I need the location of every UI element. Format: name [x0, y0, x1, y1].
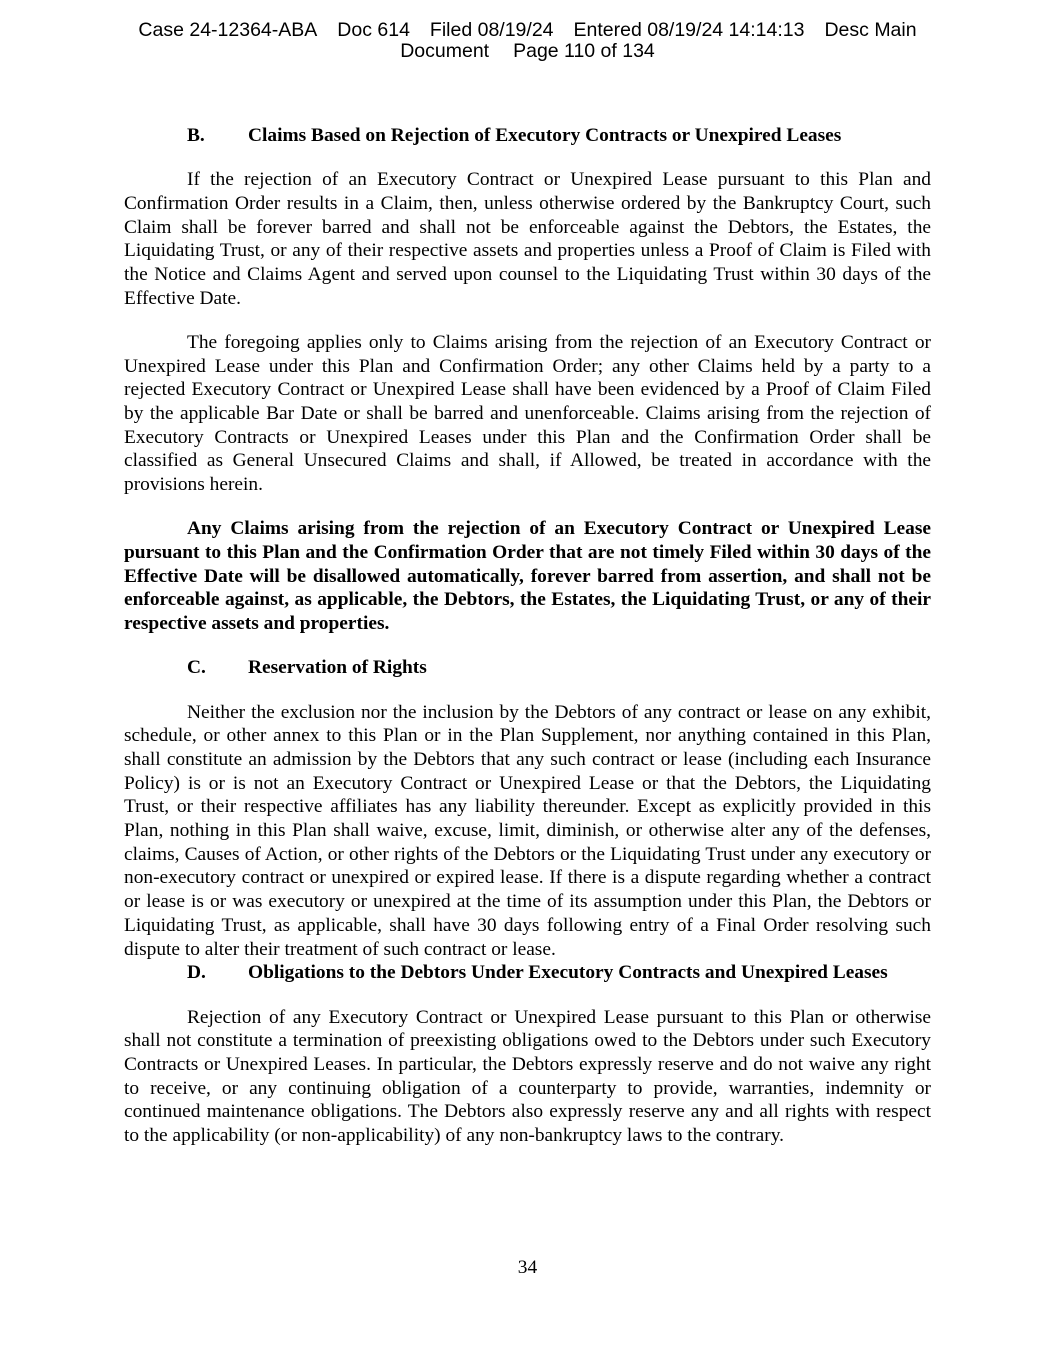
filed-date: Filed 08/19/24	[429, 19, 554, 41]
header-line-2	[0, 41, 1055, 62]
section-b-letter: B.	[187, 125, 205, 146]
section-b-paragraph-1: If the rejection of an Executory Contract or Unexpired Lease pursuant to this Plan and Confirmation Order results in a Claim, then, unless otherwise ordered by the Bankruptcy Court, such Claim shall be forever barred and shall not be enforceable against the Debtors, the Estates, the Liquidating Trust, or any of their respective assets and properties unless a Proof of Claim is Filed with the Notice and Claims Agent and served upon counsel to the Liquidating Trust within 30 days of the Effective Date.	[124, 169, 931, 309]
section-b-paragraph-2: The foregoing applies only to Claims arising from the rejection of an Executory Contract or Unexpired Lease under this Plan and Confirmation Order; any other Claims held by a party to a rejected Executory Contract or Unexpired Lease shall have been evidenced by a Proof of Claim Filed by the applicable Bar Date or shall be barred and unenforceable. Claims arising from the rejection of Executory Contracts or Unexpired Leases under this Plan and the Confirmation Order shall be classified as General Unsecured Claims and shall, if Allowed, be treated in accordance with the provisions herein.	[124, 331, 931, 496]
section-b-heading	[124, 124, 931, 148]
page-count: Page 110 of 134	[513, 40, 655, 62]
section-d-heading	[124, 961, 931, 985]
desc-main: Desc Main	[824, 19, 917, 41]
header-line-1	[0, 20, 1055, 41]
section-d-paragraph-1: Rejection of any Executory Contract or Unexpired Lease pursuant to this Plan or otherwise shall not constitute a termination of preexisting obligations owed to the Debtors under such Executory Contracts or Unexpired Leases. In particular, the Debtors expressly reserve and do not waive any right to receive, or any continuing obligation of a counterparty to provide, warranties, indemnity or continued maintenance obligations. The Debtors also expressly reserve any and all rights with respect to the applicability (or non-applicability) of any non-bankruptcy laws to the contrary.	[124, 1006, 931, 1147]
section-d-title: Obligations to the Debtors Under Executory Contracts and Unexpired Leases	[248, 962, 888, 984]
section-b-title: Claims Based on Rejection of Executory Contracts or Unexpired Leases	[248, 125, 842, 146]
section-c-heading	[124, 656, 931, 680]
section-c-title: Reservation of Rights	[248, 657, 427, 679]
document-label: Document	[400, 40, 490, 62]
section-b-paragraph-3: Any Claims arising from the rejection of an Executory Contract or Unexpired Lease pursuant to this Plan and the Confirmation Order that are not timely Filed within 30 days of the Effective Date will be disallowed automatically, forever barred from assertion, and shall not be enforceable against, as applicable, the Debtors, the Estates, the Liquidating Trust, or any of their respective assets and properties.	[124, 518, 931, 635]
doc-number: Doc 614	[337, 19, 410, 41]
document-body	[124, 124, 931, 1148]
case-number: Case 24-12364-ABA	[138, 19, 318, 41]
court-filing-header	[0, 20, 1055, 62]
section-c-letter: C.	[187, 657, 206, 679]
section-d-letter: D.	[187, 962, 206, 984]
page-number: 34	[517, 1257, 538, 1278]
section-c-paragraph-1: Neither the exclusion nor the inclusion by the Debtors of any contract or lease on any exhibit, schedule, or other annex to this Plan or in the Plan Supplement, nor anything contained in this Plan, shall constitute an admission by the Debtors that any such contract or lease (including each Insurance Policy) is or is not an Executory Contract or Unexpired Lease or that the Debtors, the Liquidating Trust, or their respective affiliates has any liability thereunder. Except as explicitly provided in this Plan, nothing in this Plan shall waive, excuse, limit, diminish, or otherwise alter any of the defenses, claims, Causes of Action, or other rights of the Debtors or the Liquidating Trust under any executory or non-executory contract or unexpired or expired lease. If there is a dispute regarding whether a contract or lease is or was executory or unexpired at the time of its assumption under this Plan, the Debtors or Liquidating Trust, as applicable, shall have 30 days following entry of a Final Order resolving such dispute to alter their treatment of such contract or lease.	[124, 701, 931, 960]
entered-date: Entered 08/19/24 14:14:13	[573, 19, 805, 41]
